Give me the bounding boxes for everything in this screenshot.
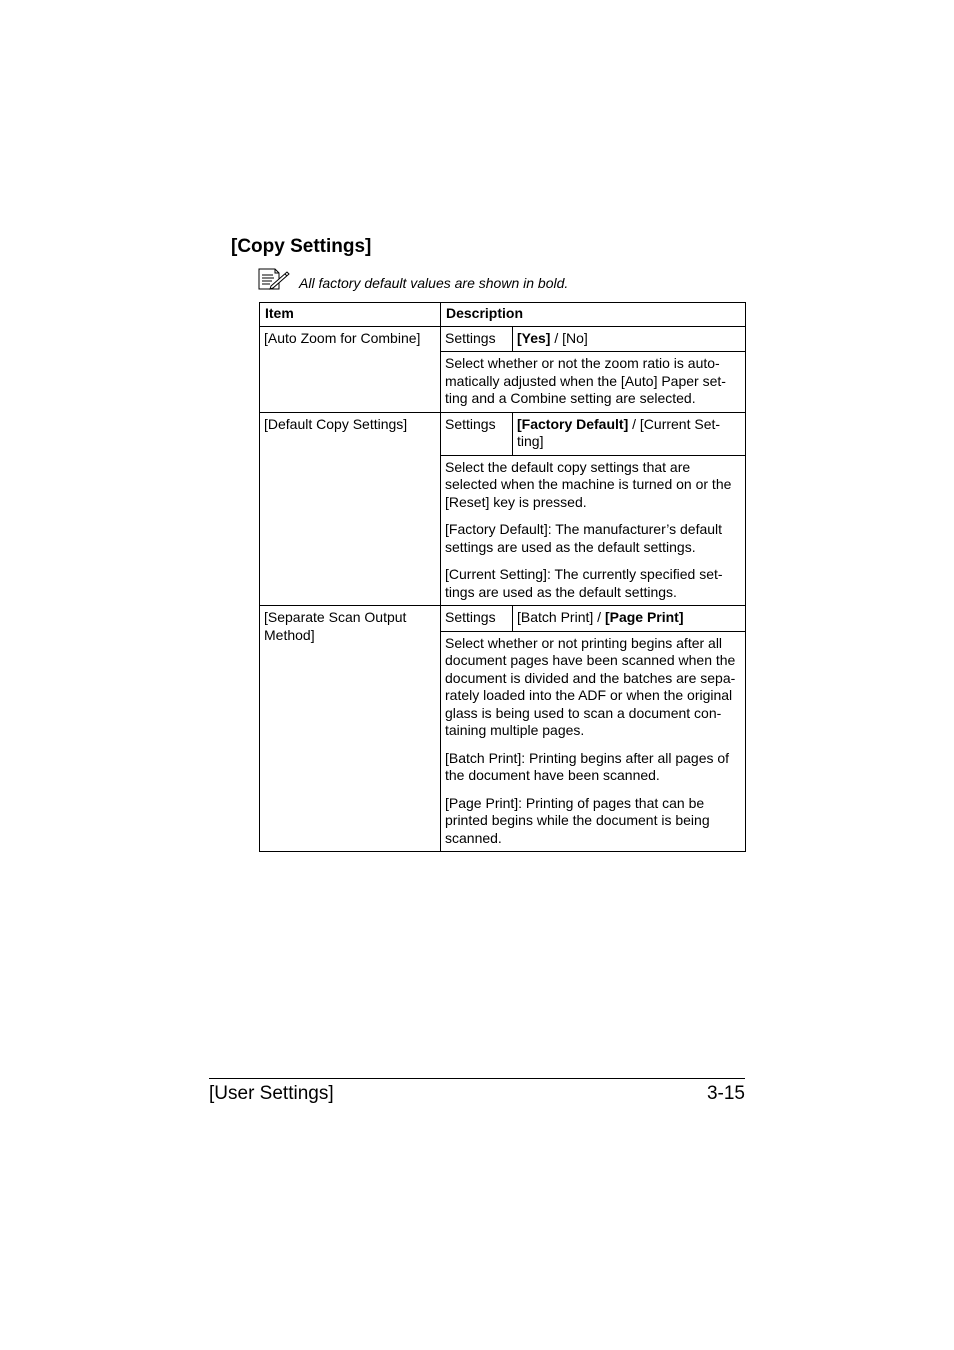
table-row xyxy=(260,412,746,455)
item-name: [Separate Scan Output Method] xyxy=(260,606,441,852)
table-row xyxy=(260,326,746,352)
note-text: All factory default values are shown in bold. xyxy=(299,275,569,291)
default-value: [Page Print] xyxy=(604,609,684,625)
header-item: Item xyxy=(260,303,441,327)
description-paragraph: [Batch Print]: Printing begins after all pages of the document have been scanned. xyxy=(445,749,730,783)
option-value: / [Current Set-ting] xyxy=(517,415,721,449)
description-paragraph: [Page Print]: Printing of pages that can be printed begins while the document is being scanned. xyxy=(445,794,710,846)
description-cell xyxy=(441,631,746,852)
table-header-row xyxy=(260,303,746,327)
description-cell xyxy=(441,455,746,606)
description-paragraph: [Current Setting]: The currently specified set-tings are used as the default settings. xyxy=(445,566,723,600)
settings-label: Settings xyxy=(441,412,513,455)
header-description: Description xyxy=(441,303,746,327)
description-paragraph: Select whether or not the zoom ratio is auto-matically adjusted when the [Auto] Paper set-ting and a Combine setting are selected. xyxy=(445,355,726,406)
page-number: 3-15 xyxy=(706,1083,745,1104)
option-value: [Batch Print] / xyxy=(517,609,605,625)
note-pencil-icon xyxy=(257,268,291,290)
default-value: [Yes] xyxy=(517,329,551,346)
item-name: [Default Copy Settings] xyxy=(260,412,441,606)
settings-values xyxy=(513,326,746,352)
section-title: [Copy Settings] xyxy=(231,236,372,257)
footer-rule xyxy=(209,1078,745,1079)
settings-values xyxy=(513,606,746,632)
description-paragraph: Select whether or not printing begins after all document pages have been scanned when the document is divided and the batches are sepa-rately loaded into the ADF or when the original glass is being used to scan a document con-taining multiple pages. xyxy=(445,634,736,738)
item-name: [Auto Zoom for Combine] xyxy=(260,326,441,412)
settings-label: Settings xyxy=(441,326,513,352)
settings-label: Settings xyxy=(441,606,513,632)
default-value: [Factory Default] xyxy=(517,415,629,432)
table-row xyxy=(260,606,746,632)
description-cell xyxy=(441,352,746,413)
description-paragraph: Select the default copy settings that are selected when the machine is turned on or the [Reset] key is pressed. xyxy=(445,458,732,510)
option-value: / [No] xyxy=(550,329,588,346)
description-paragraph: [Factory Default]: The manufacturer’s default settings are used as the default settings. xyxy=(445,521,723,555)
footer-section-name: [User Settings] xyxy=(209,1083,334,1104)
settings-table xyxy=(259,302,746,852)
settings-values xyxy=(513,412,746,455)
